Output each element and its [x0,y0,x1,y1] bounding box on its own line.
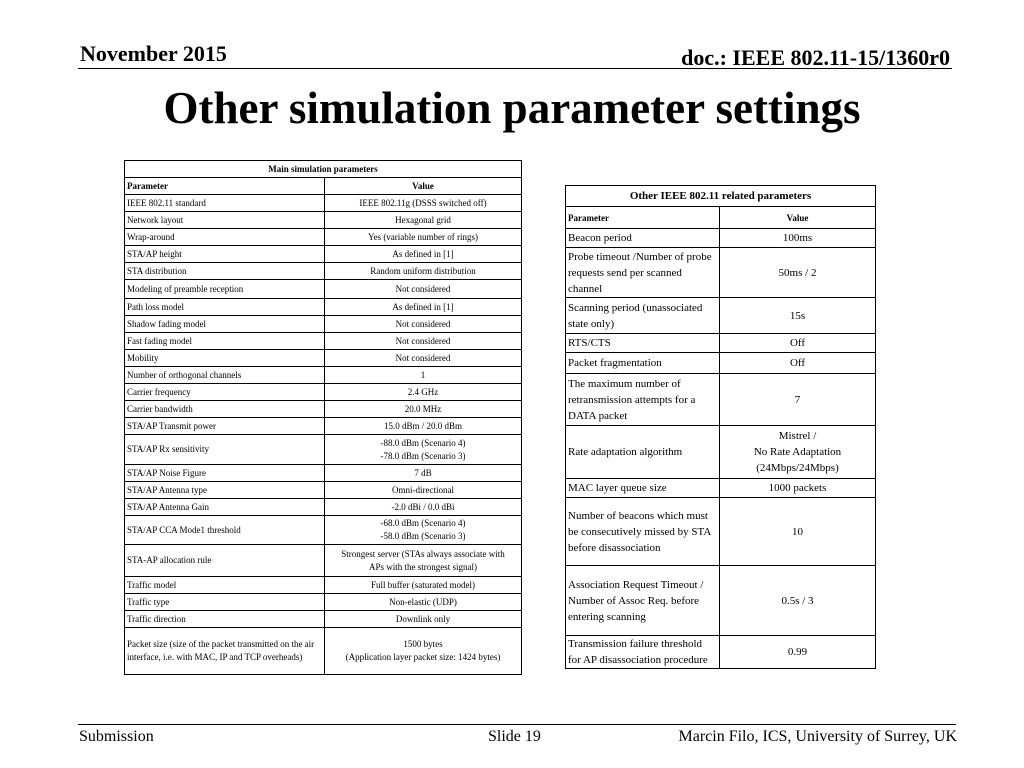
value-cell: 1 [325,367,522,384]
value-cell: 15s [720,298,876,334]
value-line: APs with the strongest signal) [369,561,477,572]
table-row [566,298,876,334]
table-row [125,263,522,280]
value-line: No Rate Adaptation [753,446,842,458]
table-row [566,229,876,248]
param-cell: Path loss model [125,299,325,316]
value-cell: 1000 packets [720,479,876,498]
param-cell: RTS/CTS [566,334,720,353]
table-row [125,350,522,367]
value-cell [325,628,522,675]
param-cell: STA/AP Noise Figure [125,465,325,482]
table-row [566,566,876,636]
table-row [125,577,522,594]
param-cell: STA/AP Rx sensitivity [125,435,325,465]
param-cell: Shadow fading model [125,316,325,333]
table-row [125,482,522,499]
table-row [566,498,876,566]
param-cell: Carrier frequency [125,384,325,401]
header-divider [78,68,952,69]
value-line: 1500 bytes [403,639,443,649]
table-row [125,246,522,263]
value-cell: Off [720,353,876,374]
table-row [566,248,876,298]
param-cell: STA/AP Transmit power [125,418,325,435]
param-cell: Wrap-around [125,229,325,246]
slide-title: Other simulation parameter settings [163,83,861,133]
table-row [125,212,522,229]
table-row [566,479,876,498]
param-cell: Traffic type [125,594,325,611]
param-cell: STA-AP allocation rule [125,545,325,577]
main-table-caption: Main simulation parameters [125,161,522,178]
param-cell: MAC layer queue size [566,479,720,498]
value-cell: Non-elastic (UDP) [325,594,522,611]
ieee-parameters-table [565,185,876,669]
table-row [566,353,876,374]
table-row [125,611,522,628]
table-row [125,367,522,384]
value-cell: 15.0 dBm / 20.0 dBm [325,418,522,435]
param-cell: STA/AP CCA Mode1 threshold [125,516,325,545]
value-cell: Not considered [325,350,522,367]
table-row [566,374,876,426]
param-cell: STA distribution [125,263,325,280]
value-line: -68.0 dBm (Scenario 4) [380,518,466,528]
param-cell: Mobility [125,350,325,367]
param-cell: STA/AP Antenna Gain [125,499,325,516]
table-row [125,195,522,212]
param-cell: Modeling of preamble reception [125,280,325,299]
param-cell: Packet fragmentation [566,353,720,374]
param-cell: Traffic direction [125,611,325,628]
ieee-table-caption: Other IEEE 802.11 related parameters [566,186,876,207]
value-cell: 0.5s / 3 [720,566,876,636]
header-doc-id: doc.: IEEE 802.11-15/1360r0 [681,45,950,70]
param-cell: Carrier bandwidth [125,401,325,418]
param-cell: STA/AP height [125,246,325,263]
param-cell: The maximum number of retransmission attempts for a DATA packet [566,374,720,426]
value-line: Mistrel / [778,430,817,442]
main-parameters-table [124,160,522,675]
param-cell: Fast fading model [125,333,325,350]
footer-divider [78,724,956,725]
param-cell: Association Request Timeout / Number of Assoc Req. before entering scanning [566,566,720,636]
table-row [566,426,876,479]
value-line: -88.0 dBm (Scenario 4) [380,437,466,448]
value-cell: 7 [720,374,876,426]
value-cell: 2.4 GHz [325,384,522,401]
value-cell: Omni-directional [325,482,522,499]
value-cell: 10 [720,498,876,566]
param-cell: Transmission failure threshold for AP disassociation procedure [566,636,720,669]
param-cell: Beacon period [566,229,720,248]
table-row [125,333,522,350]
table-row [566,636,876,669]
value-line: Strongest server (STAs always associate with [341,548,505,559]
param-cell: Traffic model [125,577,325,594]
table-row [125,418,522,435]
header-date: November 2015 [80,41,227,66]
value-cell: Random uniform distribution [325,263,522,280]
value-cell [325,545,522,577]
value-cell: -2.0 dBi / 0.0 dBi [325,499,522,516]
param-cell: Network layout [125,212,325,229]
value-cell: Hexagonal grid [325,212,522,229]
table-row [125,628,522,675]
param-cell: IEEE 802.11 standard [125,195,325,212]
table-row [125,465,522,482]
value-cell: Not considered [325,333,522,350]
value-cell: Full buffer (saturated model) [325,577,522,594]
value-cell: Yes (variable number of rings) [325,229,522,246]
table-row [125,499,522,516]
value-cell: 20.0 MHz [325,401,522,418]
ieee-col-value: Value [720,207,876,229]
param-cell: Number of beacons which must be consecutively missed by STA before disassociation [566,498,720,566]
value-cell: 0.99 [720,636,876,669]
value-cell: 7 dB [325,465,522,482]
value-cell [325,435,522,465]
param-cell: Packet size (size of the packet transmitted on the air interface, i.e. with MAC, IP and TCP overheads) [125,628,325,675]
main-col-value: Value [325,178,522,195]
ieee-col-parameter: Parameter [566,207,720,229]
main-col-parameter: Parameter [125,178,325,195]
table-row [125,401,522,418]
value-cell: Downlink only [325,611,522,628]
value-cell [720,426,876,479]
value-line: (24Mbps/24Mbps) [756,462,839,474]
value-cell: Off [720,334,876,353]
table-row [125,435,522,465]
param-cell: Scanning period (unassociated state only) [566,298,720,334]
table-row [125,299,522,316]
footer-submission: Submission [79,728,154,745]
table-row [125,229,522,246]
value-line: -78.0 dBm (Scenario 3) [380,450,466,461]
value-line: -58.0 dBm (Scenario 3) [380,531,466,541]
param-cell: Number of orthogonal channels [125,367,325,384]
value-cell: 50ms / 2 [720,248,876,298]
footer-author: Marcin Filo, ICS, University of Surrey, UK [678,728,957,745]
footer-slide-number: Slide 19 [488,728,541,745]
value-cell [325,516,522,545]
value-cell: Not considered [325,316,522,333]
table-row [125,516,522,545]
table-row [125,316,522,333]
value-cell: IEEE 802.11g (DSSS switched off) [325,195,522,212]
table-row [125,594,522,611]
param-cell: Rate adaptation algorithm [566,426,720,479]
table-row [125,280,522,299]
param-cell: Probe timeout /Number of probe requests send per scanned channel [566,248,720,298]
value-cell: As defined in [1] [325,299,522,316]
table-row [125,545,522,577]
value-cell: Not considered [325,280,522,299]
table-row [566,334,876,353]
table-row [125,384,522,401]
value-cell: 100ms [720,229,876,248]
value-line: (Application layer packet size: 1424 bytes) [345,652,501,662]
param-cell: STA/AP Antenna type [125,482,325,499]
value-cell: As defined in [1] [325,246,522,263]
